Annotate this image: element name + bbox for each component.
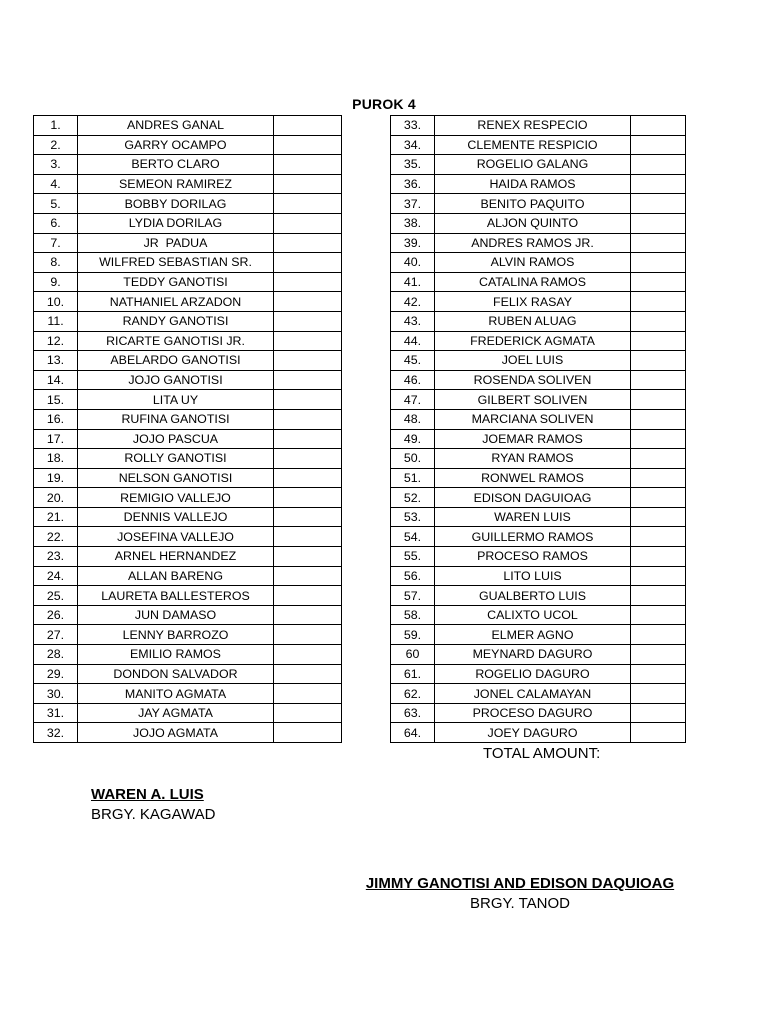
row-number: 29. xyxy=(34,664,78,684)
member-name: JONEL CALAMAYAN xyxy=(435,684,631,704)
member-name: JUN DAMASO xyxy=(78,605,274,625)
amount-cell xyxy=(274,507,342,527)
amount-cell xyxy=(274,174,342,194)
member-name: EMILIO RAMOS xyxy=(78,645,274,665)
row-number: 1. xyxy=(34,116,78,136)
amount-cell xyxy=(631,547,686,567)
amount-cell xyxy=(631,311,686,331)
row-number: 18. xyxy=(34,449,78,469)
member-name: ALJON QUINTO xyxy=(435,213,631,233)
row-number: 24. xyxy=(34,566,78,586)
member-name: LAURETA BALLESTEROS xyxy=(78,586,274,606)
member-name: LENNY BARROZO xyxy=(78,625,274,645)
table-row xyxy=(391,194,686,214)
row-number: 27. xyxy=(34,625,78,645)
amount-cell xyxy=(631,468,686,488)
table-row xyxy=(391,625,686,645)
amount-cell xyxy=(631,449,686,469)
table-row xyxy=(34,116,342,136)
row-number: 36. xyxy=(391,174,435,194)
row-number: 63. xyxy=(391,703,435,723)
amount-cell xyxy=(631,194,686,214)
row-number: 57. xyxy=(391,586,435,606)
member-name: GILBERT SOLIVEN xyxy=(435,390,631,410)
table-row xyxy=(34,253,342,273)
table-row xyxy=(34,155,342,175)
amount-cell xyxy=(274,429,342,449)
table-row xyxy=(34,723,342,743)
amount-cell xyxy=(631,507,686,527)
member-name: ROLLY GANOTISI xyxy=(78,449,274,469)
row-number: 2. xyxy=(34,135,78,155)
table-row xyxy=(34,233,342,253)
table-row xyxy=(391,547,686,567)
member-name: ELMER AGNO xyxy=(435,625,631,645)
table-row xyxy=(34,605,342,625)
member-name: ARNEL HERNANDEZ xyxy=(78,547,274,567)
member-name: ALVIN RAMOS xyxy=(435,253,631,273)
table-row xyxy=(391,253,686,273)
member-name: BOBBY DORILAG xyxy=(78,194,274,214)
member-name: ABELARDO GANOTISI xyxy=(78,351,274,371)
row-number: 4. xyxy=(34,174,78,194)
amount-cell xyxy=(274,272,342,292)
table-row xyxy=(34,645,342,665)
amount-cell xyxy=(631,155,686,175)
amount-cell xyxy=(274,566,342,586)
member-name: JR PADUA xyxy=(78,233,274,253)
table-row xyxy=(391,292,686,312)
row-number: 55. xyxy=(391,547,435,567)
table-row xyxy=(34,292,342,312)
table-row xyxy=(34,272,342,292)
table-row xyxy=(34,429,342,449)
member-name: CLEMENTE RESPICIO xyxy=(435,135,631,155)
table-row xyxy=(391,468,686,488)
amount-cell xyxy=(631,409,686,429)
table-row xyxy=(391,645,686,665)
member-name: BERTO CLARO xyxy=(78,155,274,175)
table-row xyxy=(391,155,686,175)
table-row xyxy=(34,194,342,214)
row-number: 40. xyxy=(391,253,435,273)
member-name: RENEX RESPECIO xyxy=(435,116,631,136)
table-row xyxy=(391,429,686,449)
member-name: FREDERICK AGMATA xyxy=(435,331,631,351)
amount-cell xyxy=(631,566,686,586)
member-name: ROGELIO DAGURO xyxy=(435,664,631,684)
row-number: 6. xyxy=(34,213,78,233)
row-number: 28. xyxy=(34,645,78,665)
table-row xyxy=(34,174,342,194)
amount-cell xyxy=(631,703,686,723)
amount-cell xyxy=(631,233,686,253)
table-row xyxy=(34,135,342,155)
amount-cell xyxy=(631,135,686,155)
row-number: 56. xyxy=(391,566,435,586)
member-name: PROCESO RAMOS xyxy=(435,547,631,567)
row-number: 61. xyxy=(391,664,435,684)
table-row xyxy=(391,527,686,547)
row-number: 5. xyxy=(34,194,78,214)
row-number: 12. xyxy=(34,331,78,351)
row-number: 10. xyxy=(34,292,78,312)
amount-cell xyxy=(274,605,342,625)
member-name: DENNIS VALLEJO xyxy=(78,507,274,527)
amount-cell xyxy=(631,645,686,665)
amount-cell xyxy=(274,194,342,214)
table-row xyxy=(391,351,686,371)
table-row xyxy=(391,586,686,606)
row-number: 13. xyxy=(34,351,78,371)
table-row xyxy=(34,311,342,331)
amount-cell xyxy=(274,527,342,547)
table-row xyxy=(391,488,686,508)
amount-cell xyxy=(631,351,686,371)
amount-cell xyxy=(274,213,342,233)
table-row xyxy=(34,213,342,233)
signatory-name: WAREN A. LUIS xyxy=(91,786,204,803)
row-number: 11. xyxy=(34,311,78,331)
signatory-tanod xyxy=(364,875,676,912)
member-name: LYDIA DORILAG xyxy=(78,213,274,233)
row-number: 53. xyxy=(391,507,435,527)
row-number: 20. xyxy=(34,488,78,508)
table-row xyxy=(34,370,342,390)
amount-cell xyxy=(631,116,686,136)
row-number: 64. xyxy=(391,723,435,743)
member-name: DONDON SALVADOR xyxy=(78,664,274,684)
amount-cell xyxy=(631,253,686,273)
member-name: ROSENDA SOLIVEN xyxy=(435,370,631,390)
amount-cell xyxy=(631,331,686,351)
row-number: 46. xyxy=(391,370,435,390)
member-name: HAIDA RAMOS xyxy=(435,174,631,194)
member-name: CATALINA RAMOS xyxy=(435,272,631,292)
table-row xyxy=(391,370,686,390)
table-row xyxy=(34,566,342,586)
member-name: JOSEFINA VALLEJO xyxy=(78,527,274,547)
table-row xyxy=(391,233,686,253)
row-number: 3. xyxy=(34,155,78,175)
amount-cell xyxy=(274,703,342,723)
amount-cell xyxy=(631,605,686,625)
member-name: NELSON GANOTISI xyxy=(78,468,274,488)
member-name: NATHANIEL ARZADON xyxy=(78,292,274,312)
member-name: SEMEON RAMIREZ xyxy=(78,174,274,194)
row-number: 50. xyxy=(391,449,435,469)
row-number: 38. xyxy=(391,213,435,233)
member-name: ANDRES RAMOS JR. xyxy=(435,233,631,253)
table-row xyxy=(391,566,686,586)
table-row xyxy=(34,586,342,606)
amount-cell xyxy=(274,370,342,390)
row-number: 51. xyxy=(391,468,435,488)
amount-cell xyxy=(631,370,686,390)
amount-cell xyxy=(631,213,686,233)
member-name: TEDDY GANOTISI xyxy=(78,272,274,292)
table-row xyxy=(391,272,686,292)
amount-cell xyxy=(631,586,686,606)
amount-cell xyxy=(274,331,342,351)
table-row xyxy=(391,174,686,194)
member-name: WILFRED SEBASTIAN SR. xyxy=(78,253,274,273)
row-number: 47. xyxy=(391,390,435,410)
member-name: RICARTE GANOTISI JR. xyxy=(78,331,274,351)
table-row xyxy=(34,664,342,684)
row-number: 58. xyxy=(391,605,435,625)
amount-cell xyxy=(274,351,342,371)
member-name: ANDRES GANAL xyxy=(78,116,274,136)
amount-cell xyxy=(274,723,342,743)
amount-cell xyxy=(631,723,686,743)
table-row xyxy=(34,547,342,567)
row-number: 7. xyxy=(34,233,78,253)
amount-cell xyxy=(631,664,686,684)
row-number: 16. xyxy=(34,409,78,429)
table-row xyxy=(34,409,342,429)
table-row xyxy=(391,135,686,155)
table-row xyxy=(391,116,686,136)
total-amount-label: TOTAL AMOUNT: xyxy=(483,745,601,762)
amount-cell xyxy=(274,625,342,645)
row-number: 8. xyxy=(34,253,78,273)
row-number: 26. xyxy=(34,605,78,625)
member-name: LITO LUIS xyxy=(435,566,631,586)
amount-cell xyxy=(631,625,686,645)
amount-cell xyxy=(631,292,686,312)
row-number: 49. xyxy=(391,429,435,449)
member-name: ROGELIO GALANG xyxy=(435,155,631,175)
amount-cell xyxy=(274,233,342,253)
member-name: WAREN LUIS xyxy=(435,507,631,527)
member-name: RUBEN ALUAG xyxy=(435,311,631,331)
table-row xyxy=(391,723,686,743)
table-row xyxy=(34,625,342,645)
page-title: PUROK 4 xyxy=(352,96,416,112)
roster-table-right xyxy=(390,115,686,743)
roster-table-left xyxy=(33,115,342,743)
row-number: 17. xyxy=(34,429,78,449)
member-name: LITA UY xyxy=(78,390,274,410)
table-row xyxy=(391,664,686,684)
amount-cell xyxy=(631,390,686,410)
amount-cell xyxy=(631,684,686,704)
table-row xyxy=(34,488,342,508)
amount-cell xyxy=(631,272,686,292)
row-number: 14. xyxy=(34,370,78,390)
row-number: 19. xyxy=(34,468,78,488)
amount-cell xyxy=(274,292,342,312)
table-row xyxy=(34,507,342,527)
amount-cell xyxy=(274,664,342,684)
row-number: 41. xyxy=(391,272,435,292)
amount-cell xyxy=(274,547,342,567)
row-number: 44. xyxy=(391,331,435,351)
amount-cell xyxy=(274,468,342,488)
amount-cell xyxy=(631,174,686,194)
amount-cell xyxy=(274,488,342,508)
row-number: 59. xyxy=(391,625,435,645)
member-name: GUALBERTO LUIS xyxy=(435,586,631,606)
row-number: 60 xyxy=(391,645,435,665)
member-name: JOEY DAGURO xyxy=(435,723,631,743)
member-name: RUFINA GANOTISI xyxy=(78,409,274,429)
table-row xyxy=(34,703,342,723)
row-number: 32. xyxy=(34,723,78,743)
table-row xyxy=(391,390,686,410)
signatory-role: BRGY. KAGAWAD xyxy=(91,806,216,823)
member-name: EDISON DAGUIOAG xyxy=(435,488,631,508)
amount-cell xyxy=(274,684,342,704)
table-row xyxy=(391,703,686,723)
row-number: 33. xyxy=(391,116,435,136)
amount-cell xyxy=(274,116,342,136)
member-name: JOJO GANOTISI xyxy=(78,370,274,390)
member-name: MARCIANA SOLIVEN xyxy=(435,409,631,429)
row-number: 30. xyxy=(34,684,78,704)
amount-cell xyxy=(274,155,342,175)
table-row xyxy=(34,468,342,488)
table-row xyxy=(34,527,342,547)
amount-cell xyxy=(274,311,342,331)
row-number: 43. xyxy=(391,311,435,331)
row-number: 23. xyxy=(34,547,78,567)
table-row xyxy=(34,331,342,351)
row-number: 35. xyxy=(391,155,435,175)
member-name: FELIX RASAY xyxy=(435,292,631,312)
signatory-role: BRGY. TANOD xyxy=(469,895,571,912)
amount-cell xyxy=(631,488,686,508)
amount-cell xyxy=(274,586,342,606)
table-row xyxy=(391,684,686,704)
row-number: 39. xyxy=(391,233,435,253)
member-name: ALLAN BARENG xyxy=(78,566,274,586)
table-row xyxy=(391,213,686,233)
row-number: 52. xyxy=(391,488,435,508)
row-number: 34. xyxy=(391,135,435,155)
table-row xyxy=(391,331,686,351)
member-name: JOJO PASCUA xyxy=(78,429,274,449)
member-name: PROCESO DAGURO xyxy=(435,703,631,723)
amount-cell xyxy=(274,135,342,155)
amount-cell xyxy=(631,429,686,449)
row-number: 15. xyxy=(34,390,78,410)
member-name: JOJO AGMATA xyxy=(78,723,274,743)
row-number: 48. xyxy=(391,409,435,429)
table-row xyxy=(34,684,342,704)
member-name: RYAN RAMOS xyxy=(435,449,631,469)
table-row xyxy=(391,449,686,469)
signatory-name: JIMMY GANOTISI AND EDISON DAQUIOAG xyxy=(365,875,675,892)
row-number: 54. xyxy=(391,527,435,547)
member-name: MEYNARD DAGURO xyxy=(435,645,631,665)
row-number: 45. xyxy=(391,351,435,371)
row-number: 37. xyxy=(391,194,435,214)
amount-cell xyxy=(274,409,342,429)
member-name: JOEMAR RAMOS xyxy=(435,429,631,449)
member-name: REMIGIO VALLEJO xyxy=(78,488,274,508)
table-row xyxy=(34,351,342,371)
signatory-kagawad xyxy=(91,786,215,823)
member-name: BENITO PAQUITO xyxy=(435,194,631,214)
member-name: RANDY GANOTISI xyxy=(78,311,274,331)
table-row xyxy=(391,605,686,625)
member-name: JOEL LUIS xyxy=(435,351,631,371)
table-row xyxy=(391,409,686,429)
table-row xyxy=(34,390,342,410)
member-name: GUILLERMO RAMOS xyxy=(435,527,631,547)
member-name: GARRY OCAMPO xyxy=(78,135,274,155)
amount-cell xyxy=(274,645,342,665)
row-number: 21. xyxy=(34,507,78,527)
member-name: JAY AGMATA xyxy=(78,703,274,723)
member-name: RONWEL RAMOS xyxy=(435,468,631,488)
amount-cell xyxy=(631,527,686,547)
row-number: 22. xyxy=(34,527,78,547)
amount-cell xyxy=(274,390,342,410)
member-name: CALIXTO UCOL xyxy=(435,605,631,625)
amount-cell xyxy=(274,253,342,273)
table-row xyxy=(34,449,342,469)
row-number: 42. xyxy=(391,292,435,312)
table-row xyxy=(391,311,686,331)
amount-cell xyxy=(274,449,342,469)
table-row xyxy=(391,507,686,527)
row-number: 31. xyxy=(34,703,78,723)
row-number: 9. xyxy=(34,272,78,292)
member-name: MANITO AGMATA xyxy=(78,684,274,704)
row-number: 25. xyxy=(34,586,78,606)
row-number: 62. xyxy=(391,684,435,704)
